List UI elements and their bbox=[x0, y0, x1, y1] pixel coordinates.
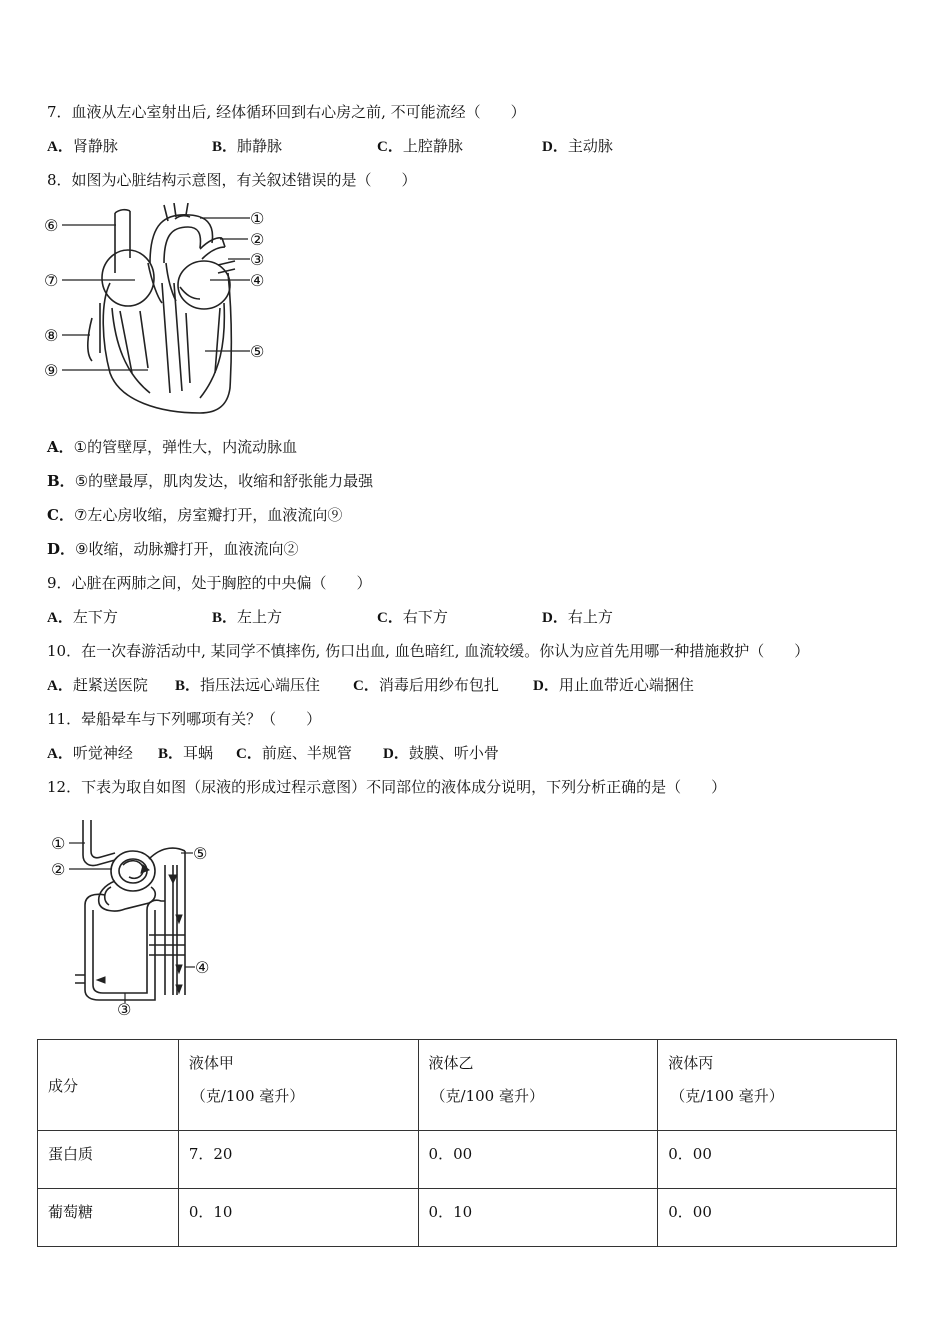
option-d[interactable]: D．鼓膜、听小骨 bbox=[383, 744, 499, 762]
question-8-option-b[interactable]: B．⑤的壁最厚，肌肉发达，收缩和舒张能力最强 bbox=[47, 472, 374, 490]
question-8-stem: 8．如图为心脏结构示意图，有关叙述错误的是（ ） bbox=[47, 171, 417, 189]
question-7-stem: 7．血液从左心室射出后, 经体循环回到右心房之前, 不可能流经（ ） bbox=[47, 103, 526, 121]
heart-structure-diagram bbox=[40, 203, 280, 418]
option-d[interactable]: D．右上方 bbox=[542, 608, 613, 626]
row-label: 葡萄糖 bbox=[38, 1189, 179, 1247]
heart-label-6: ⑥ bbox=[44, 216, 59, 235]
question-12-stem: 12．下表为取自如图（尿液的形成过程示意图）不同部位的液体成分说明，下列分析正确的是（ ） bbox=[47, 778, 727, 796]
table-cell: 7．20 bbox=[178, 1131, 418, 1189]
option-a[interactable]: A．左下方 bbox=[47, 608, 118, 626]
header-liquid-c: 液体丙 （克/100 毫升） bbox=[658, 1040, 897, 1131]
option-c[interactable]: C．前庭、半规管 bbox=[236, 744, 352, 762]
option-b[interactable]: B．指压法远心端压住 bbox=[175, 676, 321, 694]
question-8-option-d[interactable]: D．⑨收缩，动脉瓣打开，血液流向② bbox=[47, 540, 299, 558]
heart-label-2: ② bbox=[250, 230, 265, 249]
nephron-label-1: ① bbox=[51, 834, 66, 853]
option-c[interactable]: C．右下方 bbox=[377, 608, 448, 626]
heart-label-9: ⑨ bbox=[44, 361, 59, 380]
question-8-option-c[interactable]: C．⑦左心房收缩，房室瓣打开，血液流向⑨ bbox=[47, 506, 343, 524]
table-cell: 0．00 bbox=[658, 1131, 897, 1189]
row-label: 蛋白质 bbox=[38, 1131, 179, 1189]
nephron-label-4: ④ bbox=[195, 958, 210, 977]
question-7-options bbox=[47, 136, 907, 156]
liquid-composition-table bbox=[37, 1039, 897, 1247]
heart-label-4: ④ bbox=[250, 271, 265, 290]
question-9-stem: 9．心脏在两肺之间，处于胸腔的中央偏（ ） bbox=[47, 574, 372, 592]
option-a[interactable]: A．赶紧送医院 bbox=[47, 676, 148, 694]
table-cell: 0．10 bbox=[178, 1189, 418, 1247]
option-b[interactable]: B．肺静脉 bbox=[212, 137, 283, 155]
nephron-label-2: ② bbox=[51, 860, 66, 879]
heart-label-7: ⑦ bbox=[44, 271, 59, 290]
heart-label-1: ① bbox=[250, 209, 265, 228]
header-component: 成分 bbox=[38, 1040, 179, 1131]
heart-label-3: ③ bbox=[250, 250, 265, 269]
option-c[interactable]: C．上腔静脉 bbox=[377, 137, 463, 155]
nephron-label-5: ⑤ bbox=[193, 844, 208, 863]
heart-label-8: ⑧ bbox=[44, 326, 59, 345]
question-11-options bbox=[47, 743, 907, 763]
option-c[interactable]: C．消毒后用纱布包扎 bbox=[353, 676, 499, 694]
option-a[interactable]: A．肾静脉 bbox=[47, 137, 118, 155]
option-d[interactable]: D．用止血带近心端捆住 bbox=[533, 676, 694, 694]
table-cell: 0．00 bbox=[658, 1189, 897, 1247]
option-a[interactable]: A．听觉神经 bbox=[47, 744, 133, 762]
table-cell: 0．00 bbox=[418, 1131, 658, 1189]
question-8-option-a[interactable]: A．①的管壁厚，弹性大，内流动脉血 bbox=[47, 438, 298, 456]
table-row bbox=[38, 1131, 897, 1189]
table-header-row bbox=[38, 1040, 897, 1131]
table-row bbox=[38, 1189, 897, 1247]
table-cell: 0．10 bbox=[418, 1189, 658, 1247]
option-b[interactable]: B．耳蜗 bbox=[158, 744, 214, 762]
nephron-diagram bbox=[45, 815, 225, 1020]
header-liquid-b: 液体乙 （克/100 毫升） bbox=[418, 1040, 658, 1131]
option-b[interactable]: B．左上方 bbox=[212, 608, 283, 626]
nephron-label-3: ③ bbox=[117, 1000, 132, 1019]
option-d[interactable]: D．主动脉 bbox=[542, 137, 613, 155]
question-10-options bbox=[47, 675, 907, 695]
header-liquid-a: 液体甲 （克/100 毫升） bbox=[178, 1040, 418, 1131]
question-10-stem: 10．在一次春游活动中, 某同学不慎摔伤, 伤口出血, 血色暗红, 血流较缓。你认为应首先用哪一种措施救护（ ） bbox=[47, 642, 810, 660]
question-11-stem: 11．晕船晕车与下列哪项有关？（ ） bbox=[47, 710, 322, 728]
question-9-options bbox=[47, 607, 907, 627]
heart-label-5: ⑤ bbox=[250, 342, 265, 361]
